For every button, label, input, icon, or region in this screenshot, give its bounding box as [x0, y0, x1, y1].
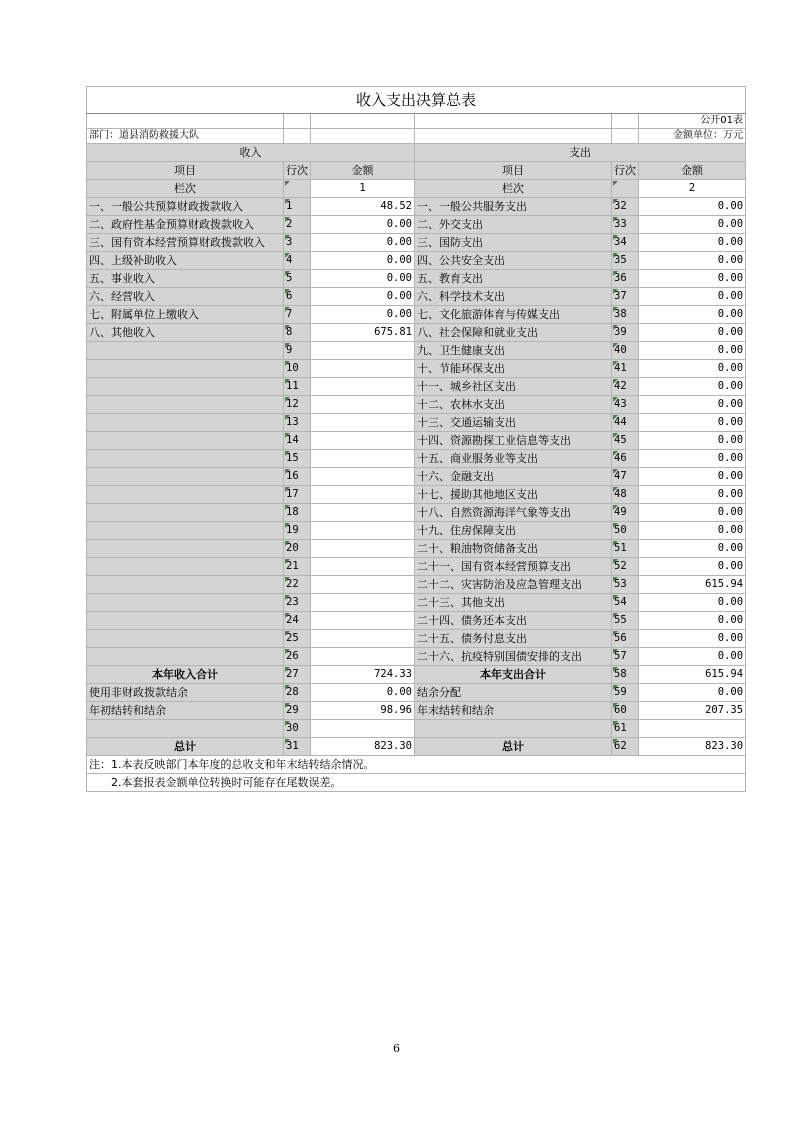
table-row: [87, 576, 746, 594]
income-amount: [311, 504, 415, 522]
expense-row-no: 47: [612, 468, 639, 486]
expense-amount: 0.00: [639, 414, 746, 432]
table-row: [87, 216, 746, 234]
income-row-no: 16: [284, 468, 311, 486]
income-row-no: 28: [284, 684, 311, 702]
expense-amount: 0.00: [639, 288, 746, 306]
income-row-no: 8: [284, 324, 311, 342]
expense-amount: 0.00: [639, 432, 746, 450]
table-row: [87, 252, 746, 270]
income-row-no: 24: [284, 612, 311, 630]
table-note: 2.本套报表金额单位转换时可能存在尾数误差。: [87, 774, 746, 792]
expense-amount: 0.00: [639, 594, 746, 612]
expense-row-no: 32: [612, 198, 639, 216]
expense-item: 十、节能环保支出: [415, 360, 612, 378]
income-amount: [311, 594, 415, 612]
table-body: [87, 87, 746, 792]
expense-row-no: 38: [612, 306, 639, 324]
expense-row-no: 33: [612, 216, 639, 234]
expense-item: 四、公共安全支出: [415, 252, 612, 270]
income-row-no: 26: [284, 648, 311, 666]
income-row-no: 30: [284, 720, 311, 738]
income-item: 年初结转和结余: [87, 702, 284, 720]
income-grand-total-amount: 823.30: [311, 738, 415, 756]
income-item: [87, 486, 284, 504]
expense-item: 五、教育支出: [415, 270, 612, 288]
income-item: [87, 540, 284, 558]
expense-item: 二十三、其他支出: [415, 594, 612, 612]
income-amount: 0.00: [311, 288, 415, 306]
title-row: [87, 87, 746, 114]
income-item: 七、附属单位上缴收入: [87, 306, 284, 324]
table-row: [87, 324, 746, 342]
expense-item: 十四、资源勘探工业信息等支出: [415, 432, 612, 450]
expense-item-header: 项目: [415, 162, 612, 180]
income-item: [87, 558, 284, 576]
expense-amount: 0.00: [639, 234, 746, 252]
income-amount: 0.00: [311, 216, 415, 234]
table-row: [87, 306, 746, 324]
year-total-row: [87, 666, 746, 684]
page-number: 6: [393, 1042, 400, 1055]
income-amount: 0.00: [311, 234, 415, 252]
income-row-no: 9: [284, 342, 311, 360]
note-row: [87, 756, 746, 774]
income-row-no: 23: [284, 594, 311, 612]
expense-amount: 0.00: [639, 252, 746, 270]
income-amount: 48.52: [311, 198, 415, 216]
expense-item: 二十五、债务付息支出: [415, 630, 612, 648]
income-row-no: 6: [284, 288, 311, 306]
income-column-number: 1: [311, 180, 415, 198]
income-item: 六、经营收入: [87, 288, 284, 306]
income-item: [87, 612, 284, 630]
expense-amount: 0.00: [639, 630, 746, 648]
table-row: [87, 414, 746, 432]
expense-amount: 0.00: [639, 648, 746, 666]
expense-row-no: 54: [612, 594, 639, 612]
expense-row-no: 46: [612, 450, 639, 468]
expense-row-no: 35: [612, 252, 639, 270]
expense-amount: 207.35: [639, 702, 746, 720]
expense-item: 三、国防支出: [415, 234, 612, 252]
income-row-no: 5: [284, 270, 311, 288]
table-row: [87, 522, 746, 540]
income-row-no: 1: [284, 198, 311, 216]
expense-item: 二、外交支出: [415, 216, 612, 234]
expense-item: 一、一般公共服务支出: [415, 198, 612, 216]
amount-unit-label: 金额单位：万元: [639, 129, 746, 144]
department-row: [87, 129, 746, 144]
expense-row-no: 52: [612, 558, 639, 576]
income-item: [87, 360, 284, 378]
expense-item: 六、科学技术支出: [415, 288, 612, 306]
section-header-row: [87, 144, 746, 162]
income-item: [87, 468, 284, 486]
income-item-header: 项目: [87, 162, 284, 180]
income-row-no-header: 行次: [284, 162, 311, 180]
expense-item: 十一、城乡社区支出: [415, 378, 612, 396]
expense-row-no: 48: [612, 486, 639, 504]
expense-year-total-amount: 615.94: [639, 666, 746, 684]
expense-grand-total-amount: 823.30: [639, 738, 746, 756]
income-amount: [311, 450, 415, 468]
table-row: [87, 720, 746, 738]
income-amount: [311, 612, 415, 630]
income-amount: [311, 720, 415, 738]
income-item: 一、一般公共预算财政拨款收入: [87, 198, 284, 216]
income-amount: [311, 558, 415, 576]
grand-total-row: [87, 738, 746, 756]
table-row: [87, 468, 746, 486]
expense-section-header: 支出: [415, 144, 746, 162]
department-label: 部门：道县消防救援大队: [87, 129, 284, 144]
expense-row-no: 37: [612, 288, 639, 306]
income-row-no: 19: [284, 522, 311, 540]
income-item: 四、上级补助收入: [87, 252, 284, 270]
expense-amount: 615.94: [639, 576, 746, 594]
table-row: [87, 288, 746, 306]
income-item: [87, 414, 284, 432]
income-item: [87, 342, 284, 360]
expense-column-label: 栏次: [415, 180, 612, 198]
income-item: 五、事业收入: [87, 270, 284, 288]
expense-amount: 0.00: [639, 324, 746, 342]
expense-amount: 0.00: [639, 450, 746, 468]
income-item: [87, 594, 284, 612]
expense-amount: 0.00: [639, 540, 746, 558]
expense-row-no: 42: [612, 378, 639, 396]
income-amount: [311, 468, 415, 486]
expense-amount: 0.00: [639, 504, 746, 522]
expense-item: 十七、援助其他地区支出: [415, 486, 612, 504]
expense-row-no-header: 行次: [612, 162, 639, 180]
income-item: [87, 576, 284, 594]
expense-row-no: 45: [612, 432, 639, 450]
table-row: [87, 234, 746, 252]
income-year-total-amount: 724.33: [311, 666, 415, 684]
expense-amount: 0.00: [639, 342, 746, 360]
expense-row-no: 49: [612, 504, 639, 522]
expense-item: [415, 720, 612, 738]
expense-amount-header: 金额: [639, 162, 746, 180]
income-item: [87, 522, 284, 540]
table-row: [87, 360, 746, 378]
income-row-no: 3: [284, 234, 311, 252]
income-row-no: 25: [284, 630, 311, 648]
sheet-title: 收入支出决算总表: [87, 87, 746, 114]
expense-amount: 0.00: [639, 270, 746, 288]
expense-row-no: 53: [612, 576, 639, 594]
expense-row-no: 55: [612, 612, 639, 630]
income-row-no: 22: [284, 576, 311, 594]
income-item: [87, 720, 284, 738]
income-item: [87, 450, 284, 468]
expense-amount: 0.00: [639, 522, 746, 540]
expense-item: 二十四、债务还本支出: [415, 612, 612, 630]
expense-item: 七、文化旅游体育与传媒支出: [415, 306, 612, 324]
income-item: [87, 432, 284, 450]
income-row-no: 18: [284, 504, 311, 522]
income-row-no: 13: [284, 414, 311, 432]
table-row: [87, 342, 746, 360]
income-row-no: 21: [284, 558, 311, 576]
income-amount: [311, 414, 415, 432]
expense-item: 九、卫生健康支出: [415, 342, 612, 360]
expense-amount: 0.00: [639, 216, 746, 234]
income-item: 八、其他收入: [87, 324, 284, 342]
expense-amount: 0.00: [639, 360, 746, 378]
income-section-header: 收入: [87, 144, 415, 162]
income-amount: [311, 486, 415, 504]
expense-amount: 0.00: [639, 306, 746, 324]
income-amount: [311, 630, 415, 648]
income-row-no: 11: [284, 378, 311, 396]
table-row: [87, 396, 746, 414]
expense-item: 十六、金融支出: [415, 468, 612, 486]
income-item: [87, 378, 284, 396]
table-row: [87, 450, 746, 468]
expense-row-no: 40: [612, 342, 639, 360]
income-row-no: 15: [284, 450, 311, 468]
expense-item: 十三、交通运输支出: [415, 414, 612, 432]
income-amount: [311, 360, 415, 378]
expense-amount: 0.00: [639, 684, 746, 702]
table-row: [87, 270, 746, 288]
income-amount: 0.00: [311, 252, 415, 270]
form-code-row: [87, 114, 746, 129]
income-amount: 0.00: [311, 684, 415, 702]
income-row-no: 29: [284, 702, 311, 720]
income-item: [87, 504, 284, 522]
expense-year-total-label: 本年支出合计: [415, 666, 612, 684]
expense-item: 二十、粮油物资储备支出: [415, 540, 612, 558]
income-amount-header: 金额: [311, 162, 415, 180]
income-row-no: 2: [284, 216, 311, 234]
income-expense-final-account-table: [86, 86, 746, 792]
table-row: [87, 198, 746, 216]
income-amount: [311, 396, 415, 414]
income-row-no: 4: [284, 252, 311, 270]
expense-amount: 0.00: [639, 558, 746, 576]
income-amount: [311, 522, 415, 540]
income-amount: [311, 378, 415, 396]
note-row: [87, 774, 746, 792]
expense-amount: 0.00: [639, 198, 746, 216]
income-amount: [311, 576, 415, 594]
income-item: 三、国有资本经营预算财政拨款收入: [87, 234, 284, 252]
expense-row-no: 36: [612, 270, 639, 288]
table-row: [87, 612, 746, 630]
table-row: [87, 486, 746, 504]
expense-item: 八、社会保障和就业支出: [415, 324, 612, 342]
income-amount: 0.00: [311, 306, 415, 324]
expense-row-no: 50: [612, 522, 639, 540]
expense-amount: 0.00: [639, 468, 746, 486]
income-amount: 98.96: [311, 702, 415, 720]
expense-item: 年末结转和结余: [415, 702, 612, 720]
income-year-total-row-no: 27: [284, 666, 311, 684]
expense-item: 二十一、国有资本经营预算支出: [415, 558, 612, 576]
column-number-row: [87, 180, 746, 198]
expense-amount: 0.00: [639, 378, 746, 396]
form-code: 公开01表: [639, 114, 746, 129]
table-row: [87, 594, 746, 612]
table-row: [87, 504, 746, 522]
income-row-no: 12: [284, 396, 311, 414]
expense-column-number: 2: [639, 180, 746, 198]
table-row: [87, 702, 746, 720]
income-item: 使用非财政拨款结余: [87, 684, 284, 702]
income-amount: [311, 342, 415, 360]
income-amount: 0.00: [311, 270, 415, 288]
table-row: [87, 648, 746, 666]
income-item: 二、政府性基金预算财政拨款收入: [87, 216, 284, 234]
expense-item: 十八、自然资源海洋气象等支出: [415, 504, 612, 522]
table-row: [87, 432, 746, 450]
table-note: 注：1.本表反映部门本年度的总收支和年末结转结余情况。: [87, 756, 746, 774]
expense-row-no: 56: [612, 630, 639, 648]
expense-amount: 0.00: [639, 612, 746, 630]
expense-row-no: 51: [612, 540, 639, 558]
expense-row-no: 60: [612, 702, 639, 720]
income-item: [87, 630, 284, 648]
expense-row-no: 57: [612, 648, 639, 666]
expense-item: 结余分配: [415, 684, 612, 702]
income-item: [87, 648, 284, 666]
table-row: [87, 558, 746, 576]
expense-row-no: 61: [612, 720, 639, 738]
expense-item: 十二、农林水支出: [415, 396, 612, 414]
income-row-no: 7: [284, 306, 311, 324]
table-row: [87, 540, 746, 558]
income-grand-total-label: 总计: [87, 738, 284, 756]
expense-grand-total-row-no: 62: [612, 738, 639, 756]
table-row: [87, 684, 746, 702]
income-grand-total-row-no: 31: [284, 738, 311, 756]
table-row: [87, 378, 746, 396]
expense-row-no: 44: [612, 414, 639, 432]
income-amount: [311, 432, 415, 450]
income-row-no: 10: [284, 360, 311, 378]
expense-row-no: 41: [612, 360, 639, 378]
expense-grand-total-label: 总计: [415, 738, 612, 756]
expense-amount: [639, 720, 746, 738]
expense-amount: 0.00: [639, 486, 746, 504]
expense-item: 十五、商业服务业等支出: [415, 450, 612, 468]
income-amount: 675.81: [311, 324, 415, 342]
income-row-no: 14: [284, 432, 311, 450]
income-column-label: 栏次: [87, 180, 284, 198]
expense-row-no: 34: [612, 234, 639, 252]
expense-item: 二十二、灾害防治及应急管理支出: [415, 576, 612, 594]
income-row-no: 17: [284, 486, 311, 504]
table-row: [87, 630, 746, 648]
expense-amount: 0.00: [639, 396, 746, 414]
income-amount: [311, 540, 415, 558]
expense-item: 十九、住房保障支出: [415, 522, 612, 540]
expense-item: 二十六、抗疫特别国债安排的支出: [415, 648, 612, 666]
income-amount: [311, 648, 415, 666]
expense-row-no: 59: [612, 684, 639, 702]
expense-row-no: 39: [612, 324, 639, 342]
income-year-total-label: 本年收入合计: [87, 666, 284, 684]
income-row-no: 20: [284, 540, 311, 558]
column-header-row: [87, 162, 746, 180]
expense-row-no: 43: [612, 396, 639, 414]
expense-year-total-row-no: 58: [612, 666, 639, 684]
income-item: [87, 396, 284, 414]
